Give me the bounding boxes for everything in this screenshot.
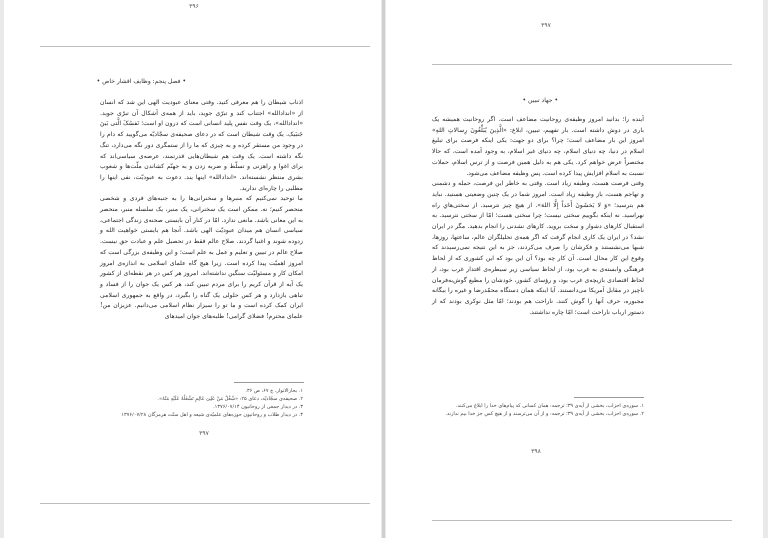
right-footnotes — [432, 403, 644, 419]
left-bottom-page-number: ۳۹۷ — [199, 430, 209, 437]
right-page — [386, 0, 763, 538]
chapter-bullet-icon: • — [96, 78, 101, 85]
left-chapter-heading-text: فصل پنجم: وظایف اقشار خاص — [102, 78, 181, 85]
right-top-page-number: ۳۹۷ — [541, 22, 551, 29]
right-paragraph-2: وقتی فرصت هست، وظیفه زیاد است. وقتی به خاطر این فرصت، حمله و دشمنی و تهاجم هست، باز وظیفه زیاد است. امروز شما در یک چنین وضعیتی هستید. نباید هم بترسید؛ «وَ لا یَخشَونَ أَحَداً إِلَّا اللهَ». از هیچ چیز نترسید. از سختی‌هایِ راه نهراسید. نه اینکه بگوییم سختی نیست؛ چرا سختی هست؛ امّا از سختی نترسید. به استقبال کارهای دشوار و سخت بروید. کارهای نشدنی را انجام بدهید. مگر در ایران نشد؟ در ایران یک کاری انجام گرفت که اگر همه‌ی تحلیلگران عالم، ساعتها، روزها، شبها می‌نشستند و فکرشان را صرف می‌کردند، جز به این نتیجه نمی‌رسیدند که وقوع این کار محال است. آن کار چه بود؟ آن این بود که این کشوری که از لحاظ فرهنگی وابسته‌ی به غرب بود، از لحاظ سیاسی زیر سیطره‌ی اقتدار غرب بود، از لحاظ اقتصادی بازیچه‌ی غرب بود، و رؤسای کشور، خودشان را مطیع گوش‌به‌فرمان ناچیز در مقابل آمریکا می‌دانستند. آیا اینکه همان دستگاه محمّدرضا و غیره را بیگانه مجبوره، حرف آنها را گوش کنند. ناراحت هم بودند؛ امّا مثل نوکری بودند که از دستور ارباب ناراحت است؛ امّا چاره نداشتند. — [432, 180, 644, 316]
left-top-page-number: ۳۹۶ — [189, 3, 199, 10]
book-spine — [382, 0, 385, 538]
right-chapter-heading — [523, 97, 559, 104]
left-footnote-separator — [234, 382, 304, 383]
right-bottom-page-number: ۳۹۸ — [531, 448, 541, 455]
right-body-text — [432, 115, 644, 318]
left-header-rule — [40, 46, 370, 47]
right-chapter-heading-text: جهاد تبیین — [527, 97, 553, 104]
footnote: ۱. سوره‌ی احزاب، بخشی از آیه‌ی ۳۹؛ ترجمه: همان کسانی که پیام‌های خدا را ابلاغ می‌کنند. — [455, 403, 644, 409]
right-footnote-separator — [574, 397, 644, 398]
left-paragraph-1: اذناب شیطان را هم معرفی کنید. وقتی معنای عبودیت الهی این شد که انسان از «اندادالله» اجتناب کند و تبرّی جوید، باید از همه‌ی اَشکال آن تبرّی جوید. «اندادالله»، یک وقت نفس پلید انسانی است که درون او است؛ نَفسُکَ الَّتی بَینَ جَنبَیک. یک وقت شیطان است که در دعای صحیفه‌ی سجّادیّه می‌گویید که دام را در وجود من مستقر کرده و به چیزی که ما را از ستمگری دور نگه می‌دارد، تنگ نگه داشته است. یک وقت هم شیطان‌هایی قدرتمند، عرصه‌ی سیاسی‌اند که برای اغوا و راهزنی و تسلّط و ضربه زدن و به جهنّم کشاندن ملّت‌ها و شعوب بشری منتظر نشسته‌اند. «اندادالله» اینها یند. دعوت به عبودیّت، نفی اینها را مطلبی را چاره‌ای ندارید. — [100, 99, 303, 192]
right-header-rule — [432, 64, 732, 65]
right-paragraph-1: آینده را؛ بدانید امروز وظیفه‌ی روحانیت مضاعف است. اگر روحانیت همیشه یک باری در دوش داشته است. بار تفهیم، تبیین، ابلاغ: «الَّذِینَ یُبَلِّغُونَ رِسالاتِ اللهِ» امروز این بار مضاعف است؛ چرا؟ برای دو جهت: یکی اینکه فرصت برای تبلیغ اسلام در دنیا، چه دنیای اسلام، چه دنیای غیر اسلام، به وجود آمده است، که حالا مختصراً عرض خواهم کرد. یکی هم به دلیل همین فرصت و از ترس اسلام، حملات نسبت به اسلام افزایش پیدا کرده است. پس وظیفه مضاعف می‌شود. — [432, 116, 644, 177]
left-page — [4, 0, 381, 538]
chapter-bullet-icon: • — [522, 97, 527, 104]
footnote: ۴. در دیدار طلاب و روحانیون حوزه‌های علمیّه‌ی شیعه و اهل سنّت هرمزگان ۱۳۷۶/۰۷/۲۸ — [121, 412, 303, 418]
left-body-text — [100, 98, 303, 323]
right-footer-rule — [432, 520, 732, 521]
footnote: ۱. بحارالانوار، ج ۶۷، ص ۳۶. — [245, 388, 303, 394]
chapter-bullet-icon: • — [182, 78, 186, 85]
left-footnotes — [100, 388, 303, 420]
left-chapter-heading — [97, 78, 186, 85]
left-footer-rule — [40, 503, 370, 504]
left-paragraph-2: ما توحید نمی‌کنیم که منبرها و سخنرانی‌ها را به جنبه‌های فردی و شخصی منحصر کنیم؛ نه. ممکن است یک سخنرانی، یک منبر، یک سلسله منبر، منحصر به این معانی باشد. مانعی ندارد. امّا در کنار آن بایستی صحنه‌ی زندگی اجتماعی، سیاسی انسان هم میدان عبودیّت الهی باشد. آنجا هم بایستی خواهیت الله و زدوده شوند و اغنیا گردند. صلاح عالم فقط در تحصیل علم و عبادت حق نیست. صلاح عالم در تبیین و تعلیم و عمل به علم است؛ و این وظیفه‌ی بزرگی است که امروز اهمیّت پیدا کرده است. زیرا هیچ گاه علمای اسلامی به اندازه‌ی امروز امکان کار و مسئولیّت سنگین نداشته‌اند. امروز هر کس در هر نقطه‌ای از کشور یک آیه از قرآن کریم را برای مردم تبیین کند، هر کس یک جوان را از فساد و تباهی بازدارد و هر کس حلولی یک گناه را بگیرد، در واقع به جمهوری اسلامی ایران کمک کرده است و ما تو را سیزار نظام اسلامی می‌دانیم. عزیزان من! علمای محترم! فضلای گرامی! طلبه‌های جوان امیدهای — [100, 195, 303, 321]
footnote: ۳. در دیدار جمعی از روحانیون ۱۳۷۶/۰۷/۱۴. — [213, 404, 303, 410]
chapter-bullet-icon: • — [554, 97, 558, 104]
footnote: ۲. صحیفه‌ی سجّادیّه، دعای ۲۵: «شُغْلٌ مَنْ عَلِیَ عَالِمِ تَشْغَلُهُ عَلَیْهِ مَنْهُ». — [157, 396, 303, 402]
footnote: ۲. سوره‌ی احزاب، بخشی از آیه‌ی ۳۹؛ ترجمه: و از آن می‌ترسند و از هیچ کس جز خدا بیم ندارند. — [445, 411, 644, 417]
